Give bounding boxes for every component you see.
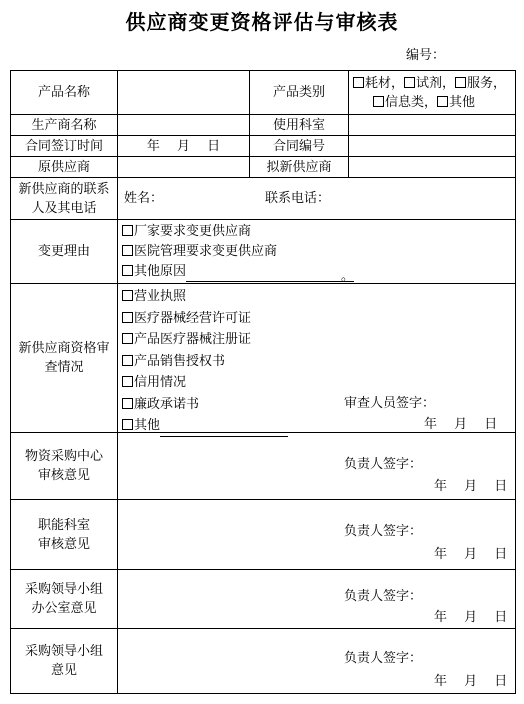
reviewer-sign-date: 年 月 日 [424,417,498,432]
office-opinion-label: 采购领导小组办公室意见 [11,570,118,629]
original-supplier-field[interactable] [118,157,250,178]
reviewer-signature-label: 审查人员签字： [344,396,436,411]
responsible-signature-label: 负责人签字： [344,524,423,539]
checkbox-sales-authorization[interactable]: 产品销售授权书 [122,351,288,373]
checkbox-icon [373,96,384,107]
checkbox-icon [122,245,133,256]
responsible-sign-date: 年 月 日 [434,479,508,494]
approval-form-table [10,70,516,694]
product-category-label: 产品类别 [250,71,349,115]
contract-date-label: 合同签订时间 [11,136,118,157]
checkbox-integrity-pledge[interactable]: 廉政承诺书 [122,394,288,416]
contact-info-field[interactable] [118,178,516,220]
checkbox-icon [122,290,133,301]
contract-number-field[interactable] [349,136,516,157]
checkbox-icon [122,333,133,344]
contract-date-field[interactable]: 年 月 日 [118,136,250,157]
checkbox-icon [122,355,133,366]
other-reason-input[interactable]: 。 [186,267,354,282]
product-name-field[interactable] [118,71,250,115]
qualification-review-cell [118,284,516,433]
leader-group-opinion-label: 采购领导小组意见 [11,629,118,694]
qualification-review-label: 新供应商资格审查情况 [11,284,118,433]
checkbox-information[interactable]: 信息类， [373,95,437,110]
checkbox-consumables[interactable]: 耗材， [353,76,404,91]
purchasing-center-opinion-label: 物资采购中心审核意见 [11,433,118,500]
new-supplier-field[interactable] [349,157,516,178]
new-supplier-contact-label: 新供应商的联系人及其电话 [11,178,118,220]
functional-dept-opinion-label: 职能科室审核意见 [11,500,118,570]
checkbox-reagents[interactable]: 试剂， [404,76,455,91]
responsible-signature-label: 负责人签字： [344,457,423,472]
checkbox-icon [122,376,133,387]
product-category-options [349,71,516,115]
new-supplier-label: 拟新供应商 [250,157,349,178]
responsible-sign-date: 年 月 日 [434,610,508,625]
manufacturer-label: 生产商名称 [11,115,118,136]
original-supplier-label: 原供应商 [11,157,118,178]
checkbox-credit-status[interactable]: 信用情况 [122,372,288,394]
checkbox-icon [122,225,133,236]
functional-dept-opinion-field[interactable] [118,500,516,570]
responsible-signature-label: 负责人签字： [344,589,423,604]
contact-name-label: 姓名： [124,191,164,206]
checkbox-other-qualification[interactable]: 其他 [122,415,288,437]
checkbox-icon [122,312,133,323]
contract-number-label: 合同编号 [250,136,349,157]
change-reason-options [118,220,516,284]
department-label: 使用科室 [250,115,349,136]
responsible-sign-date: 年 月 日 [434,547,508,562]
checkbox-icon [122,265,133,276]
contact-phone-label: 联系电话： [265,191,331,206]
checkbox-other-category[interactable]: 其他 [437,95,475,110]
responsible-sign-date: 年 月 日 [434,674,508,689]
leader-group-opinion-field[interactable] [118,629,516,694]
responsible-signature-label: 负责人签字： [344,651,423,666]
checkbox-hospital-request[interactable]: 医院管理要求变更供应商 [122,242,511,262]
department-field[interactable] [349,115,516,136]
checkbox-registration-cert[interactable]: 产品医疗器械注册证 [122,329,288,351]
serial-number-label: 编号： [406,48,446,63]
checkbox-icon [437,96,448,107]
form-title: 供应商变更资格评估与审核表 [125,10,399,34]
checkbox-icon [404,77,415,88]
checkbox-icon [122,419,133,430]
checkbox-services[interactable]: 服务， [455,76,506,91]
change-reason-label: 变更理由 [11,220,118,284]
checkbox-device-license[interactable]: 医疗器械经营许可证 [122,308,288,330]
office-opinion-field[interactable] [118,570,516,629]
checkbox-other-reason[interactable]: 其他原因 。 [122,262,511,282]
checkbox-icon [122,398,133,409]
purchasing-center-opinion-field[interactable] [118,433,516,500]
checkbox-manufacturer-request[interactable]: 厂家要求变更供应商 [122,222,511,242]
product-name-label: 产品名称 [11,71,118,115]
manufacturer-field[interactable] [118,115,250,136]
checkbox-business-license[interactable]: 营业执照 [122,286,288,308]
checkbox-icon [353,77,364,88]
checkbox-icon [455,77,466,88]
